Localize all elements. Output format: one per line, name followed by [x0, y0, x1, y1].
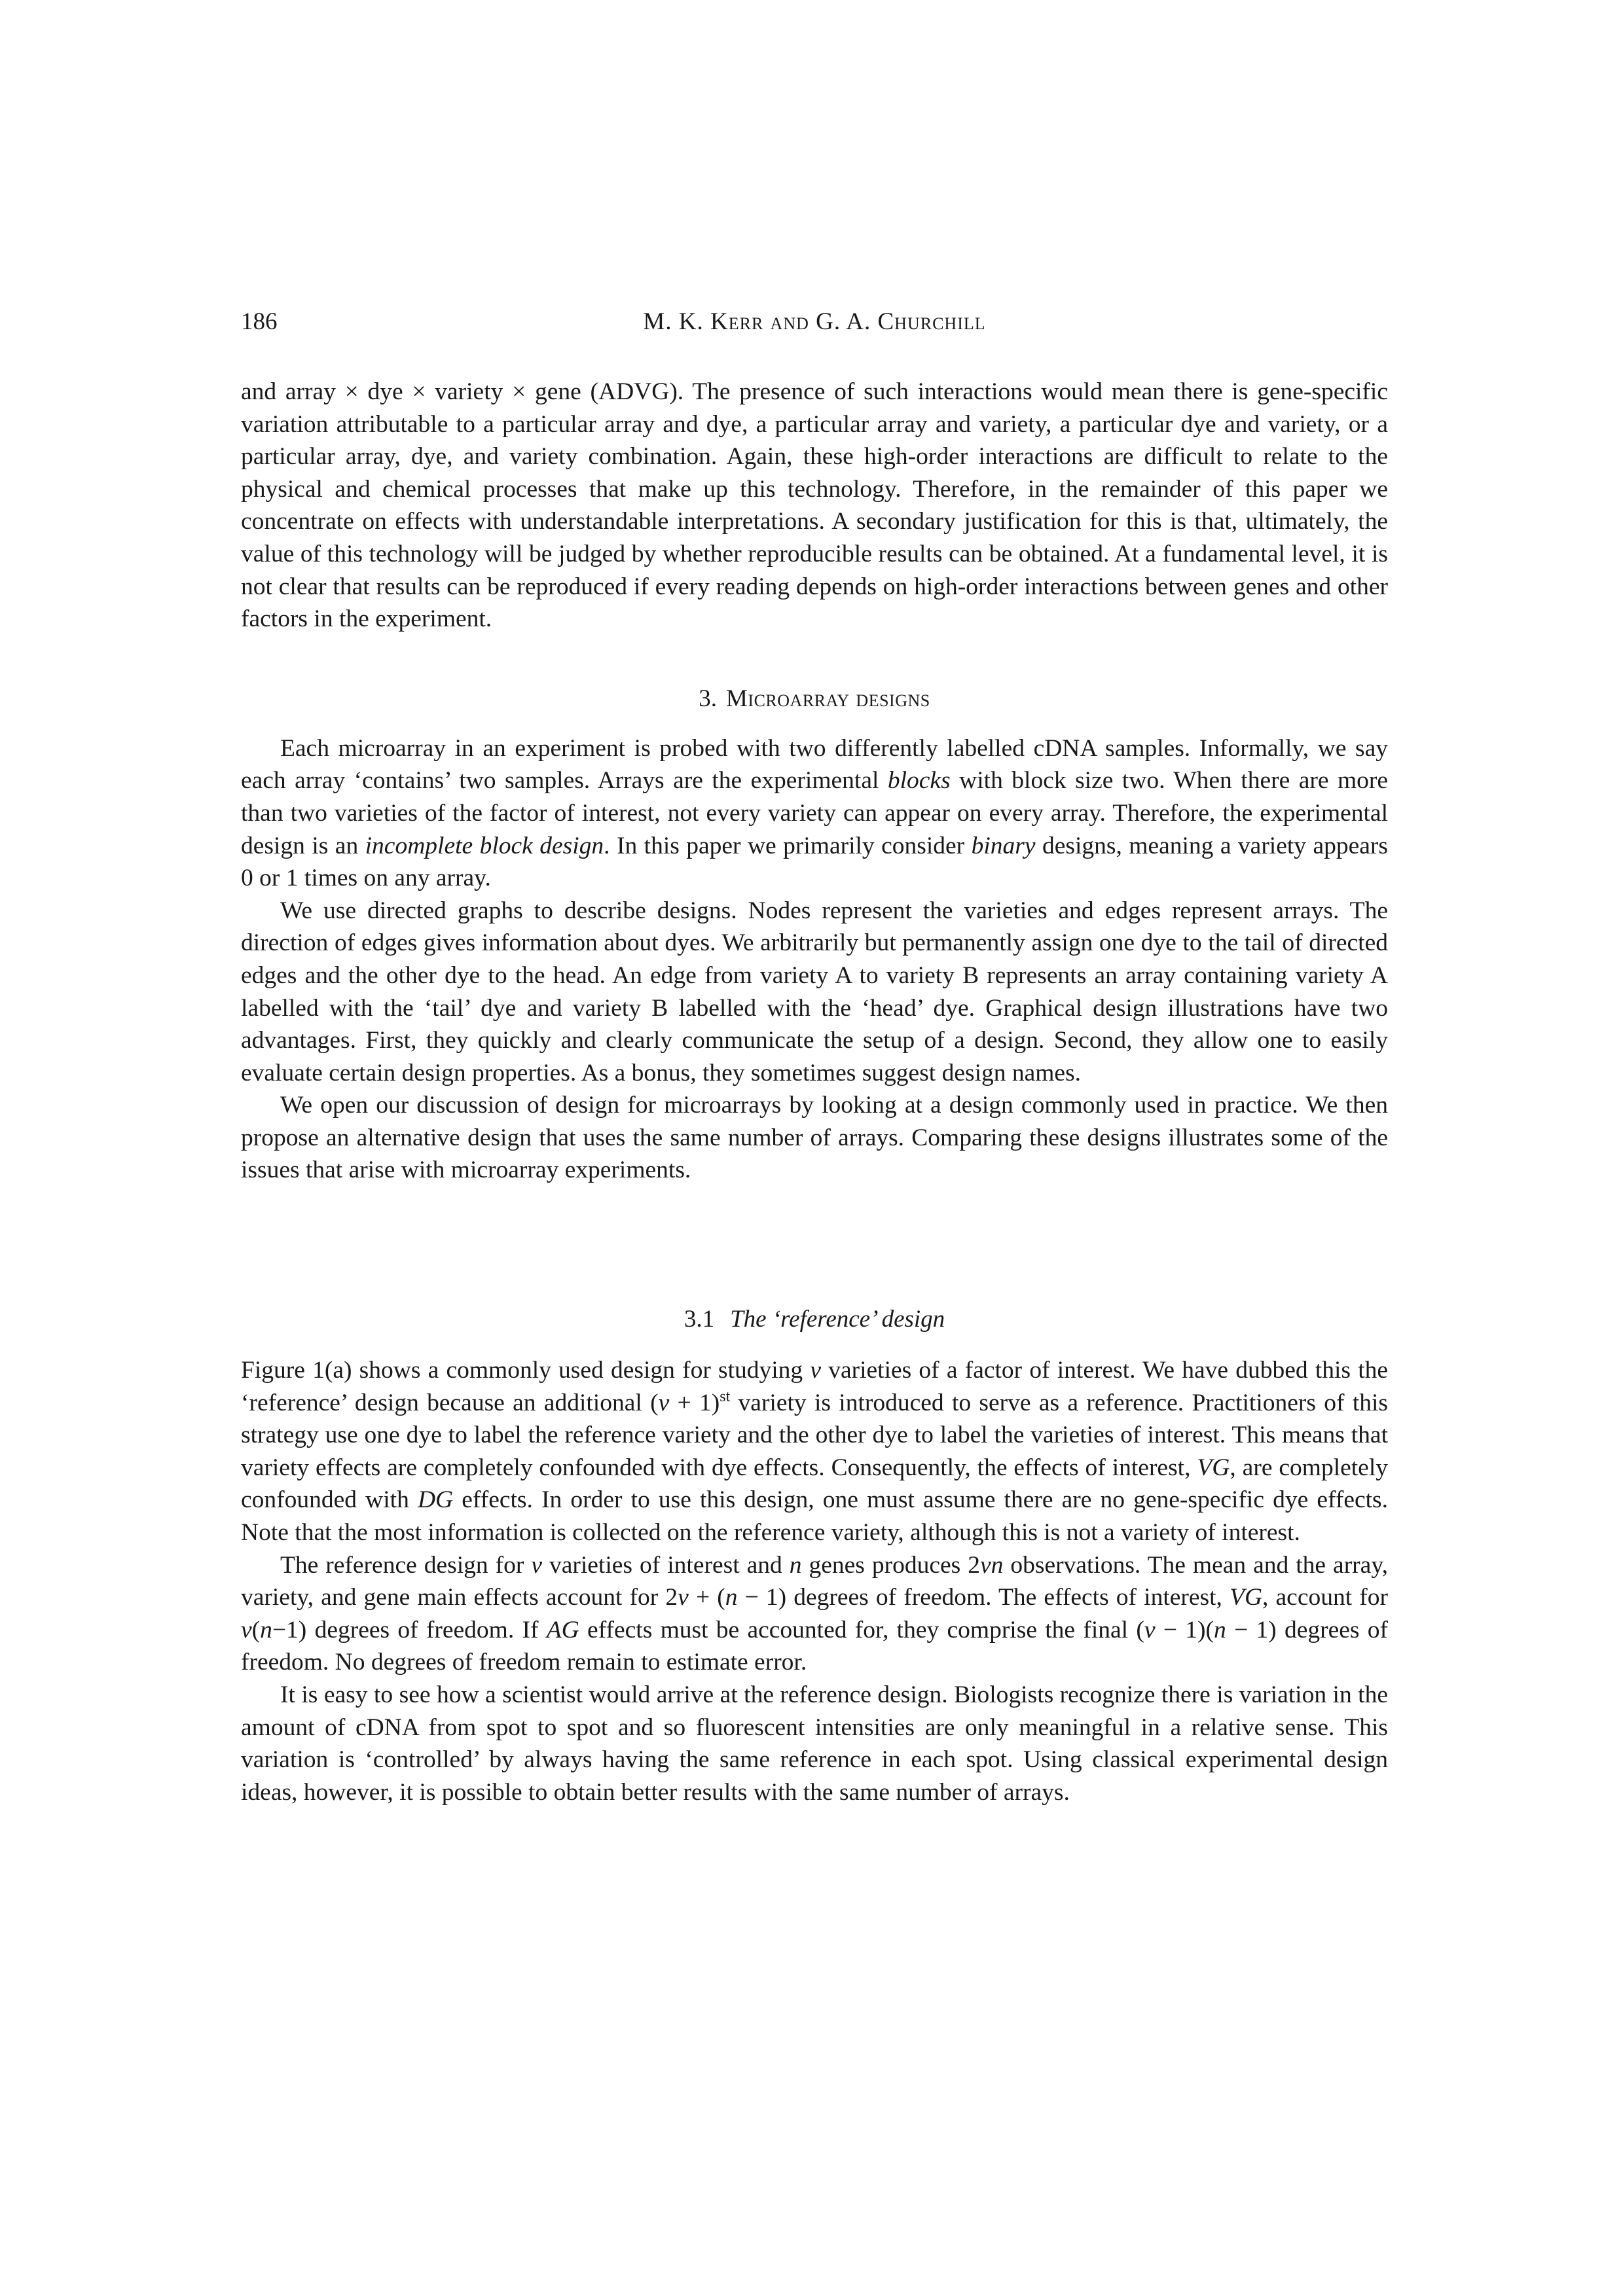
- running-head: [241, 302, 1388, 342]
- subsection-heading: [241, 1303, 1388, 1336]
- section-heading: [241, 683, 1388, 715]
- page: [241, 302, 1388, 1808]
- term-blocks: blocks: [887, 767, 951, 795]
- superscript-st: st: [720, 1388, 731, 1405]
- section3-paragraph-3: We open our discussion of design for microarrays by looking at a design commonly used in practice. We then propose an alternative design that uses the same number of arrays. Comparing these designs illustrates some of the issues that arise with microarray experiments.: [241, 1092, 1388, 1184]
- section3-paragraph-2: We use directed graphs to describe designs. Nodes represent the varieties and edges represent arrays. The direction of edges gives information about dyes. We arbitrarily but permanently assign one dye to the tail of directed edges and the other dye to the head. An edge from variety A to variety B represents an array containing variety A labelled with the ‘tail’ dye and variety B labelled with the ‘head’ dye. Graphical design illustrations have two advantages. First, they quickly and clearly communicate the setup of a design. Second, they allow one to easily evaluate certain design properties. As a bonus, they sometimes suggest design names.: [241, 897, 1388, 1086]
- subsection-title: The ‘reference’ design: [730, 1306, 945, 1333]
- section-number: 3.: [699, 685, 718, 712]
- term-incomplete-block-design: incomplete block design: [365, 832, 604, 859]
- section-title: Microarray designs: [726, 685, 930, 712]
- section3-paragraph-1: Each microarray in an experiment is probed with two differently labelled cDNA samples. Informally, we say each array ‘contains’ two samples. Arrays are the experimental blocks with block size two. When there are more than two varieties of the factor of interest, not every variety can appear on every array. Therefore, the experimental design is an incomplete block design. In this paper we primarily consider binary designs, meaning a variety appears 0 or 1 times on any array.: [241, 734, 1388, 892]
- term-binary: binary: [971, 832, 1036, 859]
- section3-1-paragraph-2: The reference design for v varieties of interest and n genes produces 2vn observations. The mean and the array, variety, and gene main effects account for 2v + (n − 1) degrees of freedom. The effects of interest, VG, account for v(n−1) degrees of freedom. If AG effects must be accounted for, they comprise the final (v − 1)(n − 1) degrees of freedom. No degrees of freedom remain to estimate error.: [241, 1551, 1389, 1676]
- running-title: M. K. Kerr and G. A. Churchill: [643, 308, 986, 335]
- page-number: 186: [241, 308, 278, 335]
- subsection-number: 3.1: [684, 1306, 715, 1333]
- intro-paragraph: and array × dye × variety × gene (ADVG). The presence of such interactions would mean there is gene-specific variation attributable to a particular array and dye, a particular array and variety, a particular dye and variety, or a particular array, dye, and variety combination. Again, these high-order interactions are difficult to relate to the physical and chemical processes that make up this technology. Therefore, in the remainder of this paper we concentrate on effects with understandable interpretations. A secondary justification for this is that, ultimately, the value of this technology will be judged by whether reproducible results can be obtained. At a fundamental level, it is not clear that results can be reproduced if every reading depends on high-order interactions between genes and other factors in the experiment.: [241, 378, 1388, 633]
- section3-1-paragraph-1: Figure 1(a) shows a commonly used design for studying v varieties of a factor of interest. We have dubbed this the ‘reference’ design because an additional $(v + 1)^{st}$ variety is introduced to serve as a reference. Practitioners of this strategy use one dye to label the reference variety and the other dye to label the varieties of interest. This means that variety effects are completely confounded with dye effects. Consequently, the effects of interest, VG, are completely confounded with DG effects. In order to use this design, one must assume there are no gene-specific dye effects. Note that the most information is collected on the reference variety, although this is not a variety of interest.: [241, 1357, 1389, 1547]
- section3-1-paragraph-3: It is easy to see how a scientist would arrive at the reference design. Biologists recognize there is variation in the amount of cDNA from spot to spot and so fluorescent intensities are only meaningful in a relative sense. This variation is ‘controlled’ by always having the same reference in each spot. Using classical experimental design ideas, however, it is possible to obtain better results with the same number of arrays.: [241, 1681, 1388, 1806]
